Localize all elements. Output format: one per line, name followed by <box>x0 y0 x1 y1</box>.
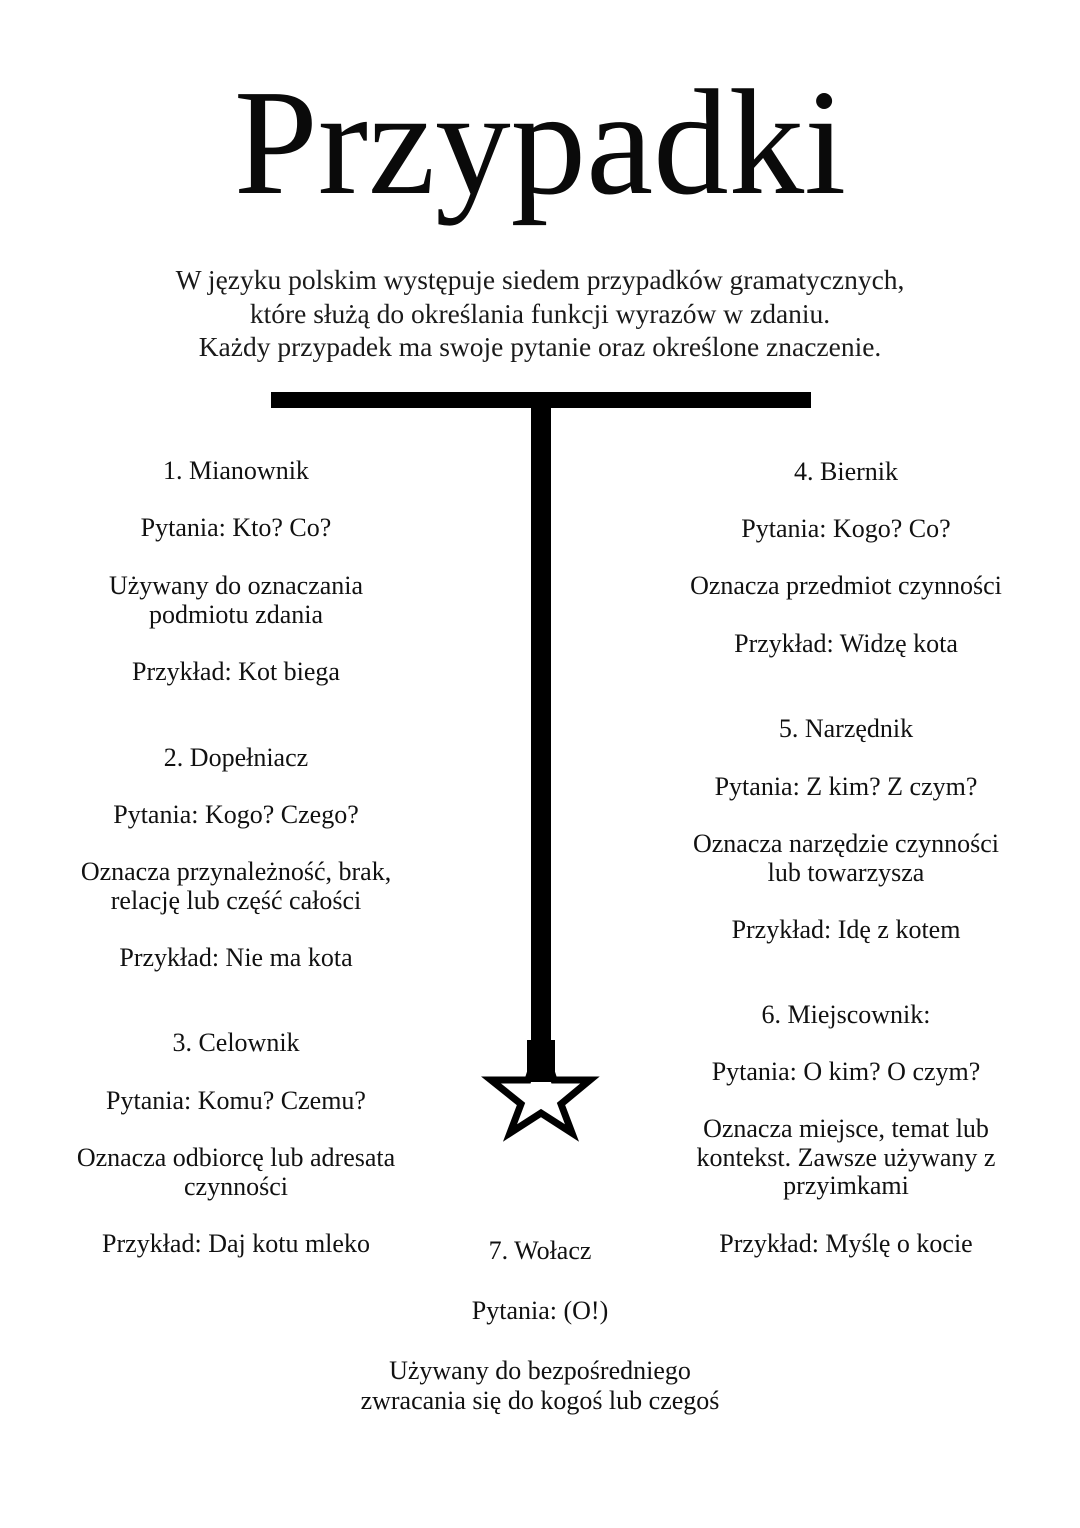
case-description: lub towarzysza <box>767 858 925 887</box>
case-description: relację lub część całości <box>110 886 362 915</box>
case-example: Przykład: Myślę o kocie <box>719 1229 973 1258</box>
center-column <box>290 0 790 1528</box>
case-description: przyimkami <box>783 1171 909 1200</box>
case-description: Oznacza odbiorcę lub adresata <box>76 1143 396 1172</box>
intro-line: które służą do określania funkcji wyrazów w zdaniu. <box>249 297 831 329</box>
case-example: Przykład: Idę z kotem <box>731 915 961 944</box>
case-example: Przykład: Daj kotu mleko <box>102 1229 370 1258</box>
case-description: Oznacza przynależność, brak, <box>80 857 392 886</box>
case-questions: Pytania: Komu? Czemu? <box>106 1086 366 1115</box>
case-questions: Pytania: Kto? Co? <box>140 513 332 542</box>
case-description: kontekst. Zawsze używany z <box>696 1143 996 1172</box>
case-questions: Pytania: Kogo? Czego? <box>113 800 359 829</box>
case-heading: 2. Dopełniacz <box>163 743 309 772</box>
case-heading: 6. Miejscownik: <box>761 1000 931 1029</box>
intro-line: Każdy przypadek ma swoje pytanie oraz określone znaczenie. <box>198 331 882 362</box>
case-heading: 7. Wołacz <box>488 1236 592 1265</box>
case-description: Używany do oznaczania <box>108 571 364 600</box>
case-heading: 5. Narzędnik <box>778 714 914 743</box>
case-questions: Pytania: (O!) <box>471 1296 609 1325</box>
case-heading: 4. Biernik <box>794 457 898 486</box>
page-title: Przypadki <box>233 58 847 226</box>
case-description: zwracania się do kogoś lub czegoś <box>360 1386 720 1415</box>
case-description: podmiotu zdania <box>148 600 323 629</box>
case-description: Oznacza przedmiot czynności <box>690 571 1002 600</box>
case-description: Oznacza miejsce, temat lub <box>703 1114 989 1143</box>
case-description: Używany do bezpośredniego <box>389 1356 691 1385</box>
case-example: Przykład: Widzę kota <box>734 629 958 658</box>
case-questions: Pytania: Z kim? Z czym? <box>714 772 978 801</box>
case-example: Przykład: Nie ma kota <box>119 943 353 972</box>
case-example: Przykład: Kot biega <box>132 657 340 686</box>
case-heading: 3. Celownik <box>172 1028 300 1057</box>
case-description: Oznacza narzędzie czynności <box>692 829 1000 858</box>
case-questions: Pytania: O kim? O czym? <box>711 1057 981 1086</box>
case-description: czynności <box>184 1172 288 1201</box>
case-heading: 1. Mianownik <box>163 456 309 485</box>
case-questions: Pytania: Kogo? Co? <box>741 514 951 543</box>
intro-line: W języku polskim występuje siedem przypadków gramatycznych, <box>175 264 905 295</box>
